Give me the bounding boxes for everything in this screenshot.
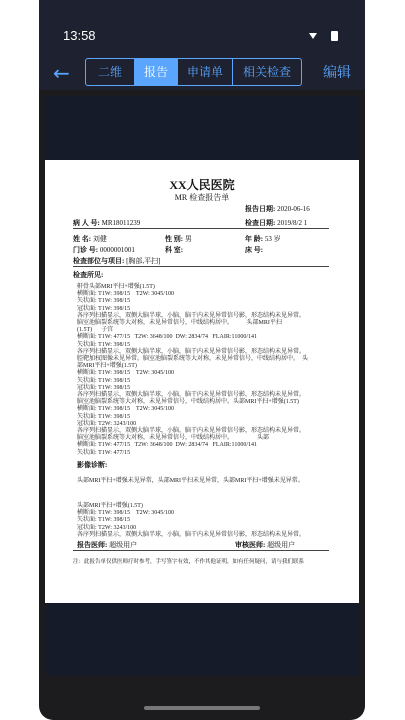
back-arrow-icon[interactable]: ← — [53, 61, 70, 85]
patient-name: 刘健 — [92, 235, 107, 243]
clinic-label: 门诊 号: — [73, 246, 99, 254]
patient-id-label: 病 人 号: — [73, 219, 100, 227]
diagnosis-label: 影像诊断: — [77, 461, 108, 469]
report-date: 2020-06-16 — [277, 205, 310, 213]
reviewer-label: 审核医师: — [235, 541, 266, 549]
doctor-name: 超级用户 — [109, 541, 138, 549]
exam-date-label: 检查日期: — [245, 219, 276, 227]
home-indicator[interactable] — [144, 706, 260, 710]
report-date-label: 报告日期: — [245, 205, 276, 213]
tab-request[interactable]: 申请单 — [178, 59, 233, 85]
findings-text: 鼾骨头部MRI平扫+增强(1.5T) 横断面: T1W: 398/15 T2W: 3045/100 矢状面: T1W: 398/15 冠状面: T1W: 398/15 各序列扫描显示，双侧大脑半球，小脑，脑干内未见异常信号影，形态结构未见异常。 脑室池脑裂系统等大对称，未见异常信号，中线结构居中。 头部MRI平扫 (1.5T) 子宫 横断面: T1W: 477/15 T2W: 3648/100 DW: 2834/74 FLAIR:11000/141 矢状面: T1W: 398/15 各序列扫描显示，双侧大脑半球，小脑，脑干内未见异常信号影，形态结构未见异常。 腔靶加权图像未见异常，脑室池脑裂系统等大对称，未见异常信号，中线结构居中。 头 部MRI平扫+增强(1.5T) 横断面: T1W: 398/15 T2W: 3045/100 矢状面: T1W: 398/15 冠状面: T1W: 398/15 各序列扫描显示，双侧大脑半球，小脑，脑干内未见异常信号影，形态结构未见异常。 脑室池脑裂系统等大对称，未见异常信号，中线结构居中。头部MRI平扫+增强(1.5T) 横断面: T1W: 398/15 T2W: 3045/100 矢状面: T1W: 398/15 冠状面: T2W: 3243/100 各序列扫描显示，双侧大脑半球，小脑，脑干内未见异常信号影，形态结构未见异常。 脑室池脑裂系统等大对称，未见异常信号，中线结构居中。 头部 横断面: T1W: 477/15 T2W: 3648/100 DW: 2834/74 FLAIR:11000/141 矢状面: T1W: 477/15 — [77, 284, 309, 456]
exam-date: 2019/8/2 1 — [277, 219, 308, 227]
exam-part: [胸部,平扫] — [126, 257, 161, 265]
tab-segment — [85, 58, 302, 86]
findings-label: 检查所见: — [73, 271, 104, 279]
tab-2d[interactable]: 二维 — [86, 59, 135, 85]
report-page — [45, 160, 359, 603]
bed-label: 床 号: — [245, 246, 264, 254]
exam-part-label: 检查部位与项目: — [73, 257, 125, 265]
wifi-battery-icon — [307, 29, 347, 43]
report-subtitle: MR 检查报告单 — [174, 193, 230, 202]
patient-sex: 男 — [184, 235, 192, 243]
disclaimer-note: 注：此报告单仅供医师疗时参考，手写签字有效，不作其他证明，如有任何疑问，请与我们联系 — [73, 559, 305, 565]
tab-report[interactable]: 报告 — [135, 59, 178, 85]
edit-button[interactable]: 编辑 — [323, 65, 351, 81]
status-time: 13:58 — [63, 28, 96, 43]
toolbar — [39, 56, 365, 90]
diagnosis-text: 头部MRI平扫+增强未见异常，头部MRI平扫未见异常，头部MRI平扫+增强未见异常。 — [77, 478, 304, 484]
patient-id: MR18011239 — [101, 219, 141, 227]
doctor-label: 报告医师: — [77, 541, 108, 549]
dept-label: 科 室: — [165, 246, 184, 254]
divider — [73, 550, 329, 551]
diagnosis-extra-text: 头部MRI平扫+增强(1.5T) 横断面: T1W: 398/15 T2W: 3045/100 矢状面: T1W: 398/15 冠状面: T2W: 3243/100 各序列扫描显示，双侧大脑半球，小脑，脑干内未见异常信号影，形态结构未见异常。 — [77, 503, 306, 538]
age-label: 年 龄: — [245, 235, 264, 243]
patient-age: 53 岁 — [264, 235, 281, 243]
divider — [73, 228, 329, 229]
status-bar — [39, 0, 365, 64]
reviewer-name: 超级用户 — [267, 541, 296, 549]
name-label: 姓 名: — [73, 235, 92, 243]
divider — [73, 266, 329, 267]
hospital-name: XX人民医院 — [169, 178, 235, 192]
sex-label: 性 别: — [165, 235, 184, 243]
tab-related-exam[interactable]: 相关检查 — [242, 65, 291, 79]
phone-frame — [39, 0, 365, 720]
clinic-number: 0000001001 — [99, 246, 135, 254]
report-viewer[interactable] — [45, 96, 359, 676]
